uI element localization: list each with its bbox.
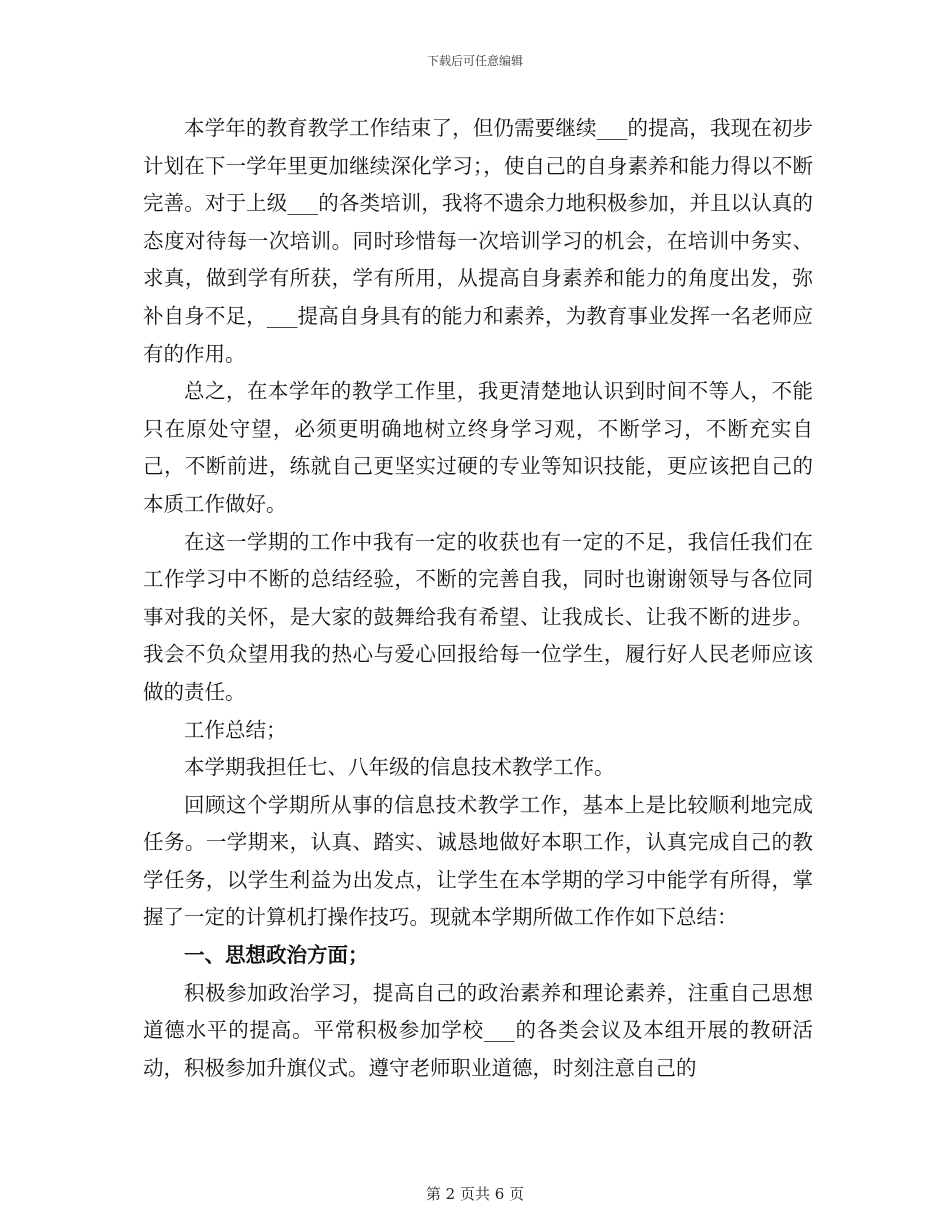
page-footer: 第 2 页共 6 页: [425, 1185, 525, 1203]
paragraph-4: 工作总结；: [184, 717, 287, 742]
paragraph-6: 回顾这个学期所从事的信息技术教学工作，基本上是比较顺利地完成任务。一学期来，认真、踏实、诚恳地做好本职工作，认真完成自己的教学任务，以学生利益为出发点，让学生在本学期的学习中能学有所得，掌握了一定的计算机打操作技巧。现就本学期所做工作作如下总结：: [143, 792, 813, 930]
document-body: [143, 110, 813, 1087]
paragraph-3: 在这一学期的工作中我有一定的收获也有一定的不足，我信任我们在工作学习中不断的总结经验，不断的完善自我，同时也谢谢领导与各位同事对我的关怀，是大家的鼓舞给我有希望、让我成长、让我不断的进步。我会不负众望用我的热心与爱心回报给每一位学生，履行好人民老师应该做的责任。: [143, 529, 813, 704]
page-header: 下载后可任意编辑: [426, 54, 523, 68]
paragraph-5: 本学期我担任七、八年级的信息技术教学工作。: [184, 755, 615, 780]
paragraph-7: 积极参加政治学习，提高自己的政治素养和理论素养，注重自己思想道德水平的提高。平常积极参加学校___的各类会议及本组开展的教研活动，积极参加升旗仪式。遵守老师职业道德，时刻注意自己的: [143, 980, 813, 1080]
paragraph-2: 总之，在本学年的教学工作里，我更清楚地认识到时间不等人，不能只在原处守望，必须更明确地树立终身学习观，不断学习，不断充实自己，不断前进，练就自己更坚实过硬的专业等知识技能，更应该把自己的本质工作做好。: [143, 379, 813, 516]
section-heading: 一、思想政治方面；: [184, 943, 369, 968]
paragraph-1: 本学年的教育教学工作结束了，但仍需要继续___的提高，我现在初步计划在下一学年里更加继续深化学习；，使自己的自身素养和能力得以不断完善。对于上级___的各类培训，我将不遗余力地积极参加，并且以认真的态度对待每一次培训。同时珍惜每一次培训学习的机会，在培训中务实、求真，做到学有所获，学有所用，从提高自身素养和能力的角度出发，弥补自身不足，___提高自身具有的能力和素养，为教育事业发挥一名老师应有的作用。: [143, 116, 813, 366]
